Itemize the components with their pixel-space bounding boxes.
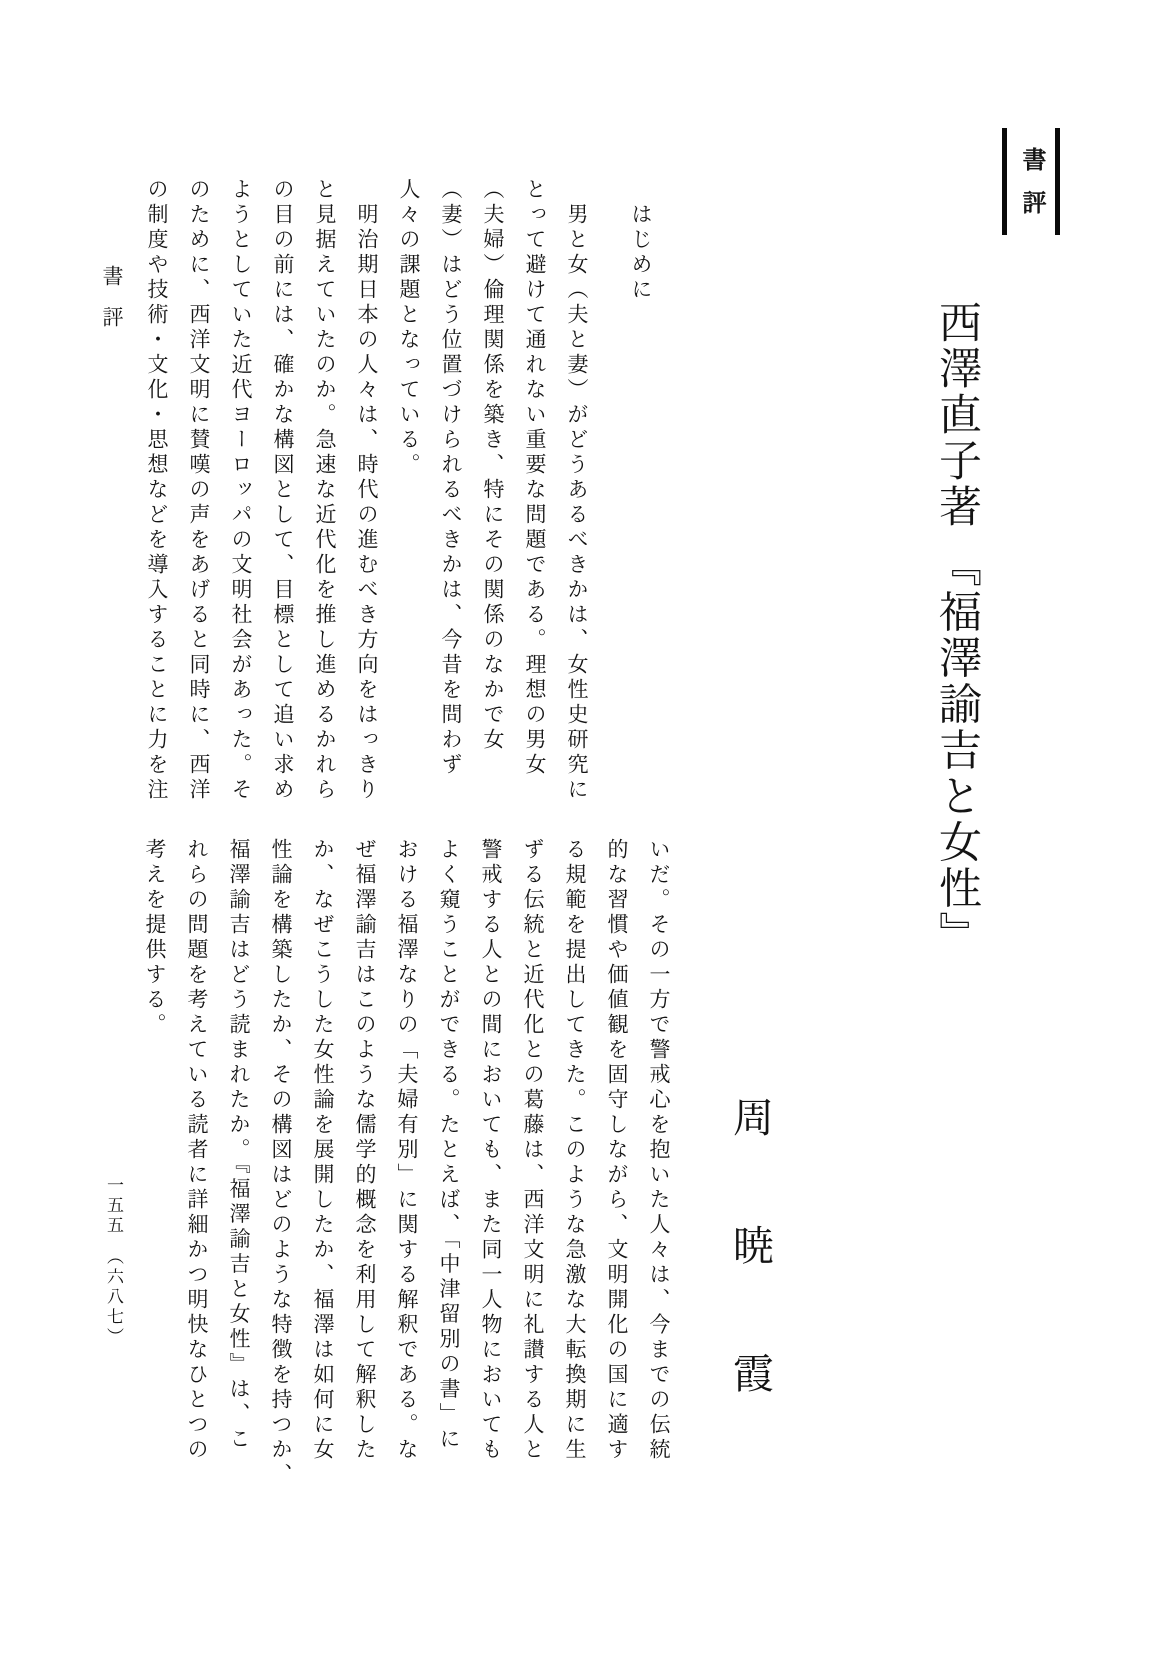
text-column: の制度や技術・文化・思想などを導入することに力を注 xyxy=(145,178,169,803)
text-column: ぜ福澤諭吉はこのような儒学的概念を利用して解釈した xyxy=(353,838,377,1463)
text-column: 警戒する人との間においても、また同一人物においても xyxy=(479,838,503,1463)
text-column: いだ。その一方で警戒心を抱いた人々は、今までの伝統 xyxy=(647,838,671,1463)
text-column: る規範を提出してきた。このような急激な大転換期に生 xyxy=(563,838,587,1463)
text-column: ずる伝統と近代化との葛藤は、西洋文明に礼讃する人と xyxy=(521,838,545,1463)
text-column: か、なぜこうした女性論を展開したか、福澤は如何に女 xyxy=(311,838,335,1463)
lower-text-block xyxy=(134,838,680,1488)
text-column: 性論を構築したか、その構図はどのような特徴を持つか、 xyxy=(269,838,293,1488)
text-column: と見据えていたのか。急速な近代化を推し進めるかれら xyxy=(313,178,337,803)
text-column: 明治期日本の人々は、時代の進むべき方向をはっきり xyxy=(355,203,379,803)
section-heading: はじめに xyxy=(629,203,653,303)
reviewer-name: 周 暁 霞 xyxy=(727,1096,773,1416)
review-section-label: 書評 xyxy=(1018,147,1044,233)
folio-page-number: 一五五 （六八七） xyxy=(104,1176,123,1348)
text-column: 考えを提供する。 xyxy=(143,838,167,1038)
review-section-box xyxy=(1002,128,1060,235)
text-column: よく窺うことができる。たとえば、「中津留別の書」に xyxy=(437,838,461,1453)
text-column: おける福澤なりの「夫婦有別」に関する解釈である。な xyxy=(395,838,419,1463)
text-column: ようとしていた近代ヨーロッパの文明社会があった。そ xyxy=(229,178,253,803)
text-column: 男と女（夫と妻）がどうあるべきかは、女性史研究に xyxy=(565,203,589,803)
text-column: の目の前には、確かな構図として、目標として追い求め xyxy=(271,178,295,803)
text-column: 的な習慣や価値観を固守しながら、文明開化の国に適す xyxy=(605,838,629,1463)
text-column: （妻）はどう位置づけられるべきかは、今昔を問わず xyxy=(439,178,463,778)
text-column: とって避けて通れない重要な問題である。理想の男女 xyxy=(523,178,547,778)
text-column: れらの問題を考えている読者に詳細かつ明快なひとつの xyxy=(185,838,209,1463)
book-title: 西澤直子著 『福澤諭吉と女性』 xyxy=(933,300,980,958)
margin-running-head: 書評 xyxy=(100,265,124,347)
text-column: のために、西洋文明に賛嘆の声をあげると同時に、西洋 xyxy=(187,178,211,803)
text-column: （夫婦）倫理関係を築き、特にその関係のなかで女 xyxy=(481,178,505,753)
text-column: 人々の課題となっている。 xyxy=(397,178,421,478)
upper-text-block xyxy=(136,178,662,806)
text-column: 福澤諭吉はどう読まれたか。『福澤諭吉と女性』は、こ xyxy=(227,838,251,1453)
